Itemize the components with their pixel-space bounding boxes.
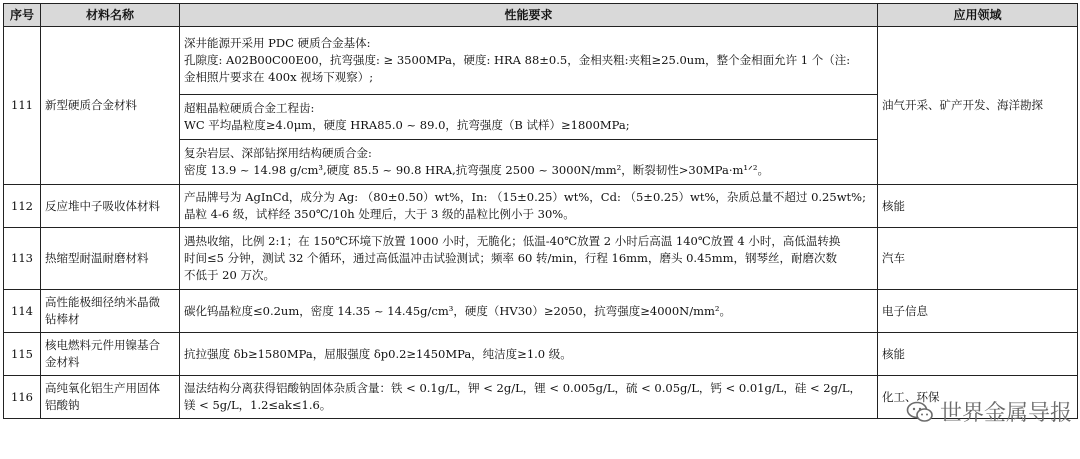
requirement-line: 金相照片要求在 400x 视场下观察）;: [184, 70, 374, 84]
row-material-name: [41, 376, 180, 419]
material-name-line: 高纯氧化铝生产用固体: [45, 381, 160, 395]
row-application: 核能: [878, 185, 1078, 228]
row-application: 电子信息: [878, 290, 1078, 333]
requirement-block: [180, 140, 878, 185]
requirement-line: 遇热收缩，比例 2:1；在 150℃环境下放置 1000 小时，无脆化；低温-40℃放置 2 小时后高温 140℃放置 4 小时，高低温转换: [184, 234, 841, 248]
row-num: 112: [4, 185, 41, 228]
requirement-line: 湿法结构分离获得铝酸钠固体杂质含量：铁 < 0.1g/L，钾 < 2g/L，锂 < 0.005g/L，硫 < 0.05g/L，钙 < 0.01g/L，硅 < 2g/L，: [184, 381, 861, 395]
row-num: 116: [4, 376, 41, 419]
requirement-line: 碳化钨晶粒度≤0.2um，密度 14.35 ~ 14.45g/cm³，硬度（HV30）≥2050，抗弯强度≥4000N/mm²。: [184, 303, 731, 318]
row-num: 111: [4, 27, 41, 185]
table-row: [4, 185, 1078, 228]
row-application: 核能: [878, 333, 1078, 376]
header-row: [4, 4, 1078, 27]
row-material-name: 热缩型耐温耐磨材料: [41, 228, 180, 290]
requirement-line: 镁 < 5g/L，1.2≤ak≤1.6。: [184, 398, 332, 412]
header-num: 序号: [4, 4, 41, 27]
row-material-name: [41, 333, 180, 376]
requirement-block: [180, 185, 878, 228]
material-name-line: 高性能极细径纳米晶微: [45, 295, 160, 309]
requirement-line: 抗拉强度 δb≥1580MPa，屈服强度 δp0.2≥1450MPa，纯洁度≥1.0 级。: [184, 346, 572, 361]
requirement-line: 不低于 20 万次。: [184, 268, 275, 282]
requirement-line: 产品牌号为 AgInCd，成分为 Ag: （80±0.50）wt%，In: （15±0.25）wt%，Cd: （5±0.25）wt%，杂质总量不超过 0.25wt%;: [184, 190, 866, 204]
requirement-block: [180, 290, 878, 333]
table-row: [4, 333, 1078, 376]
material-name-line: 铝酸钠: [45, 398, 80, 412]
table-row: [4, 27, 1078, 95]
row-application: 油气开采、矿产开发、海洋勘探: [878, 27, 1078, 185]
header-requirements: 性能要求: [180, 4, 878, 27]
table-row: [4, 228, 1078, 290]
row-material-name: 新型硬质合金材料: [41, 27, 180, 185]
material-name-line: 金材料: [45, 355, 80, 369]
material-name-line: 钻棒材: [45, 312, 80, 326]
watermark-text: 世界金属导报: [939, 401, 1072, 426]
requirement-line: WC 平均晶粒度≥4.0μm，硬度 HRA85.0 ~ 89.0，抗弯强度（B 试样）≥1800MPa;: [184, 118, 630, 132]
requirement-line: 密度 13.9 ~ 14.98 g/cm³,硬度 85.5 ~ 90.8 HRA,抗弯强度 2500 ~ 3000N/mm²，断裂韧性>30MPa·m¹ᐟ²。: [184, 163, 770, 177]
row-application: 化工、环保: [878, 376, 1078, 419]
row-num: 114: [4, 290, 41, 333]
requirement-title: 复杂岩层、深部钻探用结构硬质合金:: [184, 146, 372, 160]
materials-table: [3, 3, 1078, 419]
material-name-line: 核电燃料元件用镍基合: [45, 338, 160, 352]
header-name: 材料名称: [41, 4, 180, 27]
requirement-block: [180, 333, 878, 376]
table-row: [4, 376, 1078, 419]
requirement-line: 晶粒 4-6 级，试样经 350℃/10h 处理后，大于 3 级的晶粒比例小于 30%。: [184, 207, 575, 221]
requirement-title: 深井能源开采用 PDC 硬质合金基体:: [184, 36, 371, 50]
requirement-title: 超粗晶粒硬质合金工程齿:: [184, 101, 315, 115]
row-num: 113: [4, 228, 41, 290]
requirement-line: 时间≤5 分钟，测试 32 个循环，通过高低温冲击试验测试；频率 60 转/min，行程 16mm，磨头 0.45mm，钢琴丝，耐磨次数: [184, 251, 838, 265]
table-row: [4, 290, 1078, 333]
header-application: 应用领域: [878, 4, 1078, 27]
requirement-line: 孔隙度: A02B00C00E00，抗弯强度: ≥ 3500MPa，硬度: HRA 88±0.5，金相夹粗:夹粗≥25.0um，整个金相面允许 1 个（注:: [184, 53, 851, 67]
row-application: 汽车: [878, 228, 1078, 290]
requirement-block: [180, 376, 878, 419]
row-material-name: 反应堆中子吸收体材料: [41, 185, 180, 228]
row-material-name: [41, 290, 180, 333]
requirement-block: [180, 95, 878, 140]
row-num: 115: [4, 333, 41, 376]
requirement-block: [180, 228, 878, 290]
requirement-block: [180, 27, 878, 95]
